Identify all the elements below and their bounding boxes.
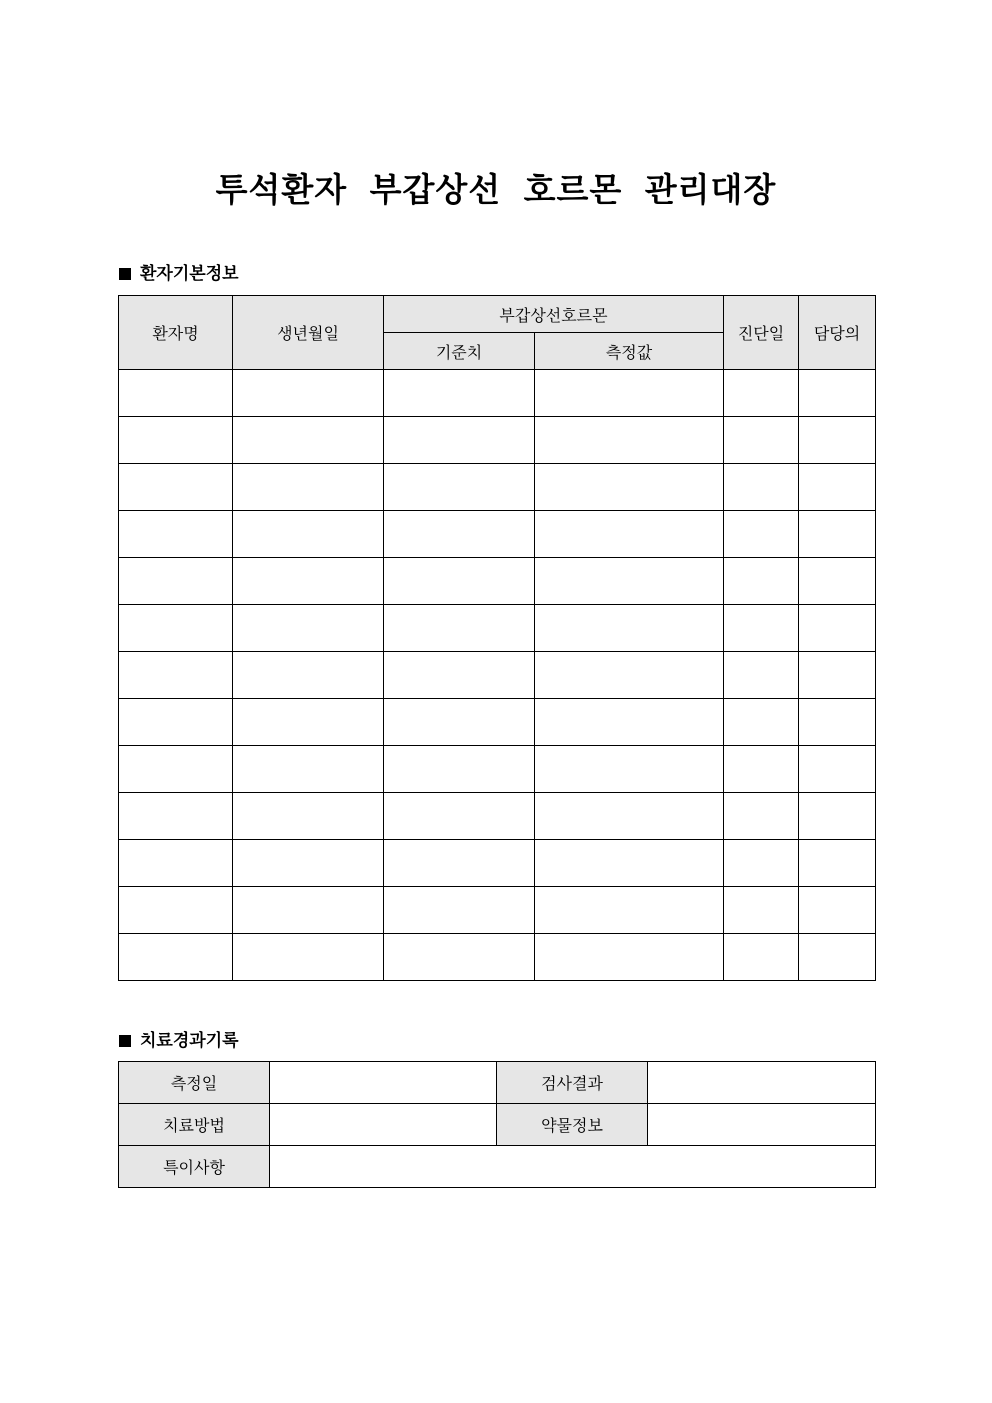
square-bullet-icon bbox=[119, 268, 131, 280]
table-row bbox=[119, 464, 876, 511]
column-header-pth-group: 부갑상선호르몬 bbox=[384, 296, 724, 333]
treatment-method-field[interactable] bbox=[270, 1104, 497, 1146]
birth-date-cell[interactable] bbox=[233, 370, 384, 417]
doctor-cell[interactable] bbox=[799, 699, 876, 746]
measured-cell[interactable] bbox=[535, 370, 724, 417]
doctor-cell[interactable] bbox=[799, 793, 876, 840]
diagnosis-date-cell[interactable] bbox=[724, 511, 799, 558]
diagnosis-date-cell[interactable] bbox=[724, 699, 799, 746]
reference-cell[interactable] bbox=[384, 699, 535, 746]
reference-cell[interactable] bbox=[384, 464, 535, 511]
measured-cell[interactable] bbox=[535, 934, 724, 981]
diagnosis-date-cell[interactable] bbox=[724, 887, 799, 934]
section-heading-label: 환자기본정보 bbox=[140, 264, 239, 284]
label-medication-info: 약물정보 bbox=[497, 1104, 648, 1146]
doctor-cell[interactable] bbox=[799, 464, 876, 511]
diagnosis-date-cell[interactable] bbox=[724, 558, 799, 605]
measure-date-field[interactable] bbox=[270, 1062, 497, 1104]
section-heading-patient-info bbox=[119, 259, 239, 284]
reference-cell[interactable] bbox=[384, 887, 535, 934]
measured-cell[interactable] bbox=[535, 652, 724, 699]
doctor-cell[interactable] bbox=[799, 840, 876, 887]
treatment-row bbox=[119, 1062, 876, 1104]
treatment-record-table bbox=[118, 1061, 876, 1188]
birth-date-cell[interactable] bbox=[233, 511, 384, 558]
birth-date-cell[interactable] bbox=[233, 887, 384, 934]
reference-cell[interactable] bbox=[384, 417, 535, 464]
patient-name-cell[interactable] bbox=[119, 934, 233, 981]
column-header-reference: 기준치 bbox=[384, 333, 535, 370]
document-title: 투석환자 부갑상선 호르몬 관리대장 bbox=[215, 170, 777, 209]
birth-date-cell[interactable] bbox=[233, 652, 384, 699]
patient-name-cell[interactable] bbox=[119, 652, 233, 699]
diagnosis-date-cell[interactable] bbox=[724, 464, 799, 511]
patient-name-cell[interactable] bbox=[119, 417, 233, 464]
label-remarks: 특이사항 bbox=[119, 1146, 270, 1188]
measured-cell[interactable] bbox=[535, 464, 724, 511]
table-row bbox=[119, 417, 876, 464]
doctor-cell[interactable] bbox=[799, 934, 876, 981]
measured-cell[interactable] bbox=[535, 746, 724, 793]
table-row bbox=[119, 934, 876, 981]
birth-date-cell[interactable] bbox=[233, 840, 384, 887]
square-bullet-icon bbox=[119, 1035, 131, 1047]
patient-name-cell[interactable] bbox=[119, 887, 233, 934]
measured-cell[interactable] bbox=[535, 511, 724, 558]
table-header-row bbox=[119, 296, 876, 333]
reference-cell[interactable] bbox=[384, 793, 535, 840]
section-heading-treatment-record bbox=[119, 1026, 239, 1051]
measured-cell[interactable] bbox=[535, 887, 724, 934]
reference-cell[interactable] bbox=[384, 511, 535, 558]
patient-name-cell[interactable] bbox=[119, 370, 233, 417]
doctor-cell[interactable] bbox=[799, 417, 876, 464]
table-row bbox=[119, 746, 876, 793]
measured-cell[interactable] bbox=[535, 699, 724, 746]
treatment-row bbox=[119, 1104, 876, 1146]
table-row bbox=[119, 793, 876, 840]
patient-rows bbox=[119, 370, 876, 981]
patient-info-table bbox=[118, 295, 876, 981]
birth-date-cell[interactable] bbox=[233, 699, 384, 746]
remarks-field[interactable] bbox=[270, 1146, 876, 1188]
reference-cell[interactable] bbox=[384, 370, 535, 417]
birth-date-cell[interactable] bbox=[233, 417, 384, 464]
diagnosis-date-cell[interactable] bbox=[724, 793, 799, 840]
label-treatment-method: 치료방법 bbox=[119, 1104, 270, 1146]
reference-cell[interactable] bbox=[384, 840, 535, 887]
doctor-cell[interactable] bbox=[799, 746, 876, 793]
patient-name-cell[interactable] bbox=[119, 605, 233, 652]
medication-info-field[interactable] bbox=[648, 1104, 876, 1146]
table-row bbox=[119, 605, 876, 652]
birth-date-cell[interactable] bbox=[233, 793, 384, 840]
patient-name-cell[interactable] bbox=[119, 511, 233, 558]
measured-cell[interactable] bbox=[535, 605, 724, 652]
reference-cell[interactable] bbox=[384, 746, 535, 793]
diagnosis-date-cell[interactable] bbox=[724, 934, 799, 981]
measured-cell[interactable] bbox=[535, 417, 724, 464]
birth-date-cell[interactable] bbox=[233, 464, 384, 511]
label-test-result: 검사결과 bbox=[497, 1062, 648, 1104]
table-row bbox=[119, 652, 876, 699]
patient-name-cell[interactable] bbox=[119, 793, 233, 840]
table-row bbox=[119, 699, 876, 746]
reference-cell[interactable] bbox=[384, 558, 535, 605]
patient-name-cell[interactable] bbox=[119, 464, 233, 511]
birth-date-cell[interactable] bbox=[233, 558, 384, 605]
doctor-cell[interactable] bbox=[799, 887, 876, 934]
section-heading-label: 치료경과기록 bbox=[140, 1031, 239, 1051]
table-row bbox=[119, 511, 876, 558]
doctor-cell[interactable] bbox=[799, 605, 876, 652]
column-header-measured: 측정값 bbox=[535, 333, 724, 370]
measured-cell[interactable] bbox=[535, 793, 724, 840]
measured-cell[interactable] bbox=[535, 840, 724, 887]
doctor-cell[interactable] bbox=[799, 370, 876, 417]
reference-cell[interactable] bbox=[384, 652, 535, 699]
birth-date-cell[interactable] bbox=[233, 746, 384, 793]
table-row bbox=[119, 370, 876, 417]
doctor-cell[interactable] bbox=[799, 558, 876, 605]
patient-name-cell[interactable] bbox=[119, 558, 233, 605]
diagnosis-date-cell[interactable] bbox=[724, 652, 799, 699]
diagnosis-date-cell[interactable] bbox=[724, 417, 799, 464]
column-header-patient-name: 환자명 bbox=[119, 296, 233, 370]
doctor-cell[interactable] bbox=[799, 652, 876, 699]
column-header-doctor: 담당의 bbox=[799, 296, 876, 370]
reference-cell[interactable] bbox=[384, 934, 535, 981]
column-header-birth-date: 생년월일 bbox=[233, 296, 384, 370]
treatment-row bbox=[119, 1146, 876, 1188]
reference-cell[interactable] bbox=[384, 605, 535, 652]
diagnosis-date-cell[interactable] bbox=[724, 840, 799, 887]
diagnosis-date-cell[interactable] bbox=[724, 605, 799, 652]
birth-date-cell[interactable] bbox=[233, 605, 384, 652]
patient-name-cell[interactable] bbox=[119, 840, 233, 887]
patient-name-cell[interactable] bbox=[119, 699, 233, 746]
birth-date-cell[interactable] bbox=[233, 934, 384, 981]
diagnosis-date-cell[interactable] bbox=[724, 746, 799, 793]
table-row bbox=[119, 840, 876, 887]
doctor-cell[interactable] bbox=[799, 511, 876, 558]
table-row bbox=[119, 558, 876, 605]
column-header-diagnosis-date: 진단일 bbox=[724, 296, 799, 370]
diagnosis-date-cell[interactable] bbox=[724, 370, 799, 417]
table-row bbox=[119, 887, 876, 934]
patient-name-cell[interactable] bbox=[119, 746, 233, 793]
test-result-field[interactable] bbox=[648, 1062, 876, 1104]
label-measure-date: 측정일 bbox=[119, 1062, 270, 1104]
measured-cell[interactable] bbox=[535, 558, 724, 605]
